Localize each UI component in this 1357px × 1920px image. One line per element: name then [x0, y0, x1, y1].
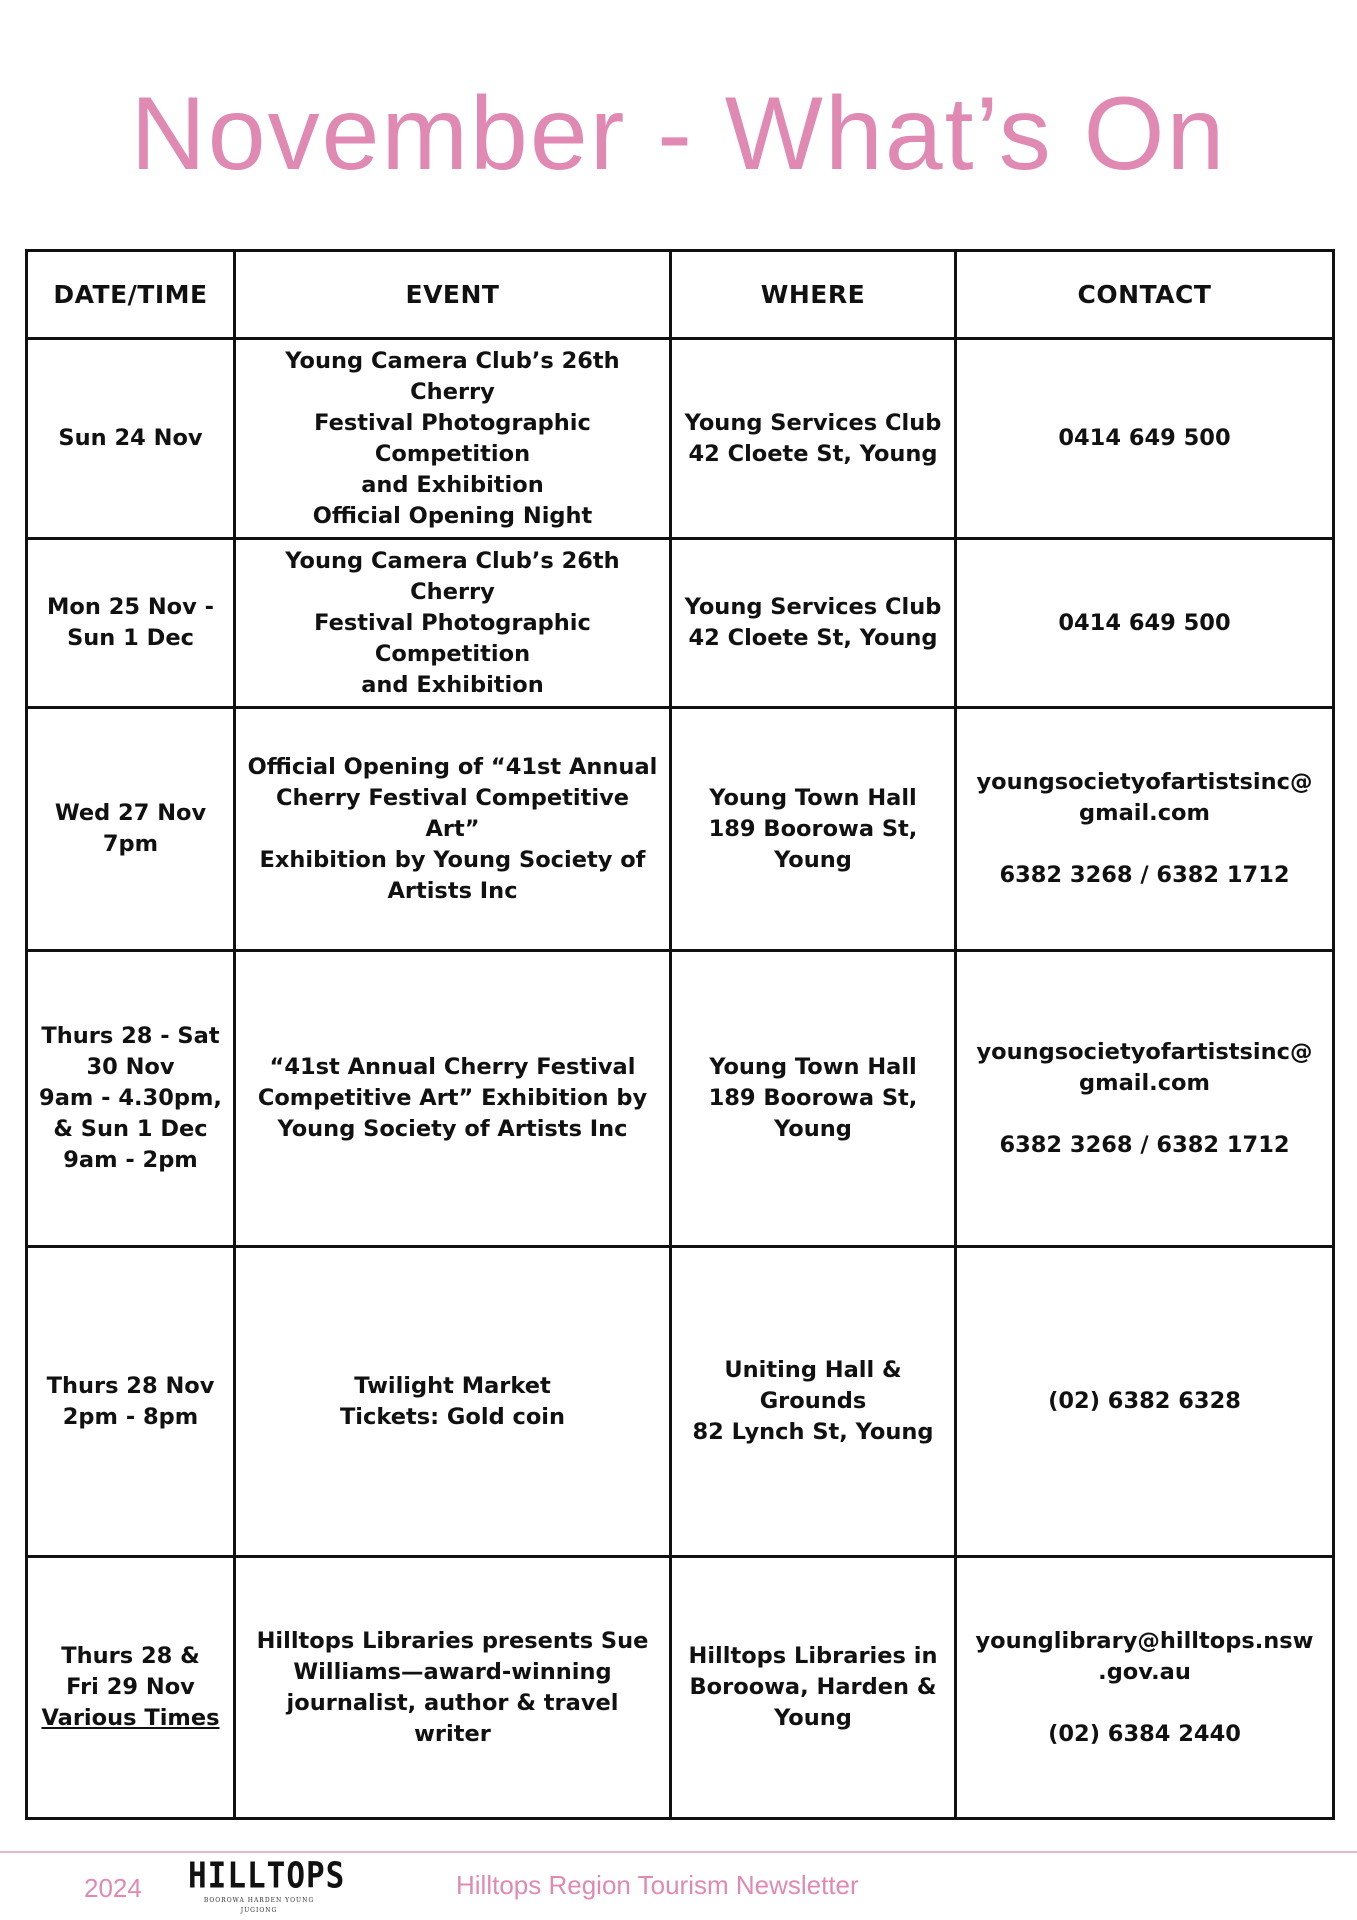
cell-date: Sun 24 Nov: [27, 339, 235, 539]
table-row: [27, 1247, 1334, 1557]
cell-contact: 0414 649 500: [956, 539, 1334, 708]
table-row: [27, 1557, 1334, 1819]
cell-date: [27, 1557, 235, 1819]
logo-towns: BOOROWA HARDEN YOUNG JUGIONG: [203, 1897, 315, 1914]
cell-where: Young Services Club 42 Cloete St, Young: [671, 539, 956, 708]
cell-where: Young Town Hall 189 Boorowa St, Young: [671, 708, 956, 951]
cell-event: Official Opening of “41st Annual Cherry Festival Competitive Art” Exhibition by Young Society of Artists Inc: [235, 708, 671, 951]
cell-date: Thurs 28 - Sat 30 Nov 9am - 4.30pm, & Sun 1 Dec 9am - 2pm: [27, 951, 235, 1247]
various-times-link[interactable]: Various Times: [41, 1705, 220, 1731]
cell-contact: youngsocietyofartistsinc@ gmail.com 6382 3268 / 6382 1712: [956, 951, 1334, 1247]
cell-date: Mon 25 Nov - Sun 1 Dec: [27, 539, 235, 708]
cell-contact: younglibrary@hilltops.nsw .gov.au (02) 6384 2440: [956, 1557, 1334, 1819]
cell-where: Young Town Hall 189 Boorowa St, Young: [671, 951, 956, 1247]
cell-contact: (02) 6382 6328: [956, 1247, 1334, 1557]
table-row: [27, 951, 1334, 1247]
table-row: [27, 539, 1334, 708]
footer-year: 2024: [84, 1873, 142, 1903]
cell-contact: 0414 649 500: [956, 339, 1334, 539]
cell-where: Young Services Club 42 Cloete St, Young: [671, 339, 956, 539]
cell-event: Hilltops Libraries presents Sue Williams—award-winning journalist, author & travel writer: [235, 1557, 671, 1819]
logo-wordmark: HILLTOPS: [188, 1855, 346, 1897]
column-header-where: WHERE: [671, 251, 956, 339]
date-text: Thurs 28 & Fri 29 Nov: [61, 1643, 200, 1700]
cell-where: Hilltops Libraries in Boroowa, Harden & Young: [671, 1557, 956, 1819]
column-header-datetime: DATE/TIME: [27, 251, 235, 339]
column-header-contact: CONTACT: [956, 251, 1334, 339]
cell-event: Young Camera Club’s 26th Cherry Festival Photographic Competition and Exhibition: [235, 539, 671, 708]
table-row: [27, 708, 1334, 951]
table-header-row: [27, 251, 1334, 339]
table-row: [27, 339, 1334, 539]
cell-contact: youngsocietyofartistsinc@ gmail.com 6382 3268 / 6382 1712: [956, 708, 1334, 951]
page-title: November - What’s On: [130, 76, 1227, 192]
events-table: [25, 249, 1335, 1820]
cell-event: Twilight Market Tickets: Gold coin: [235, 1247, 671, 1557]
hilltops-logo: [188, 1855, 346, 1914]
footer-newsletter-title: Hilltops Region Tourism Newsletter: [456, 1870, 859, 1900]
column-header-event: EVENT: [235, 251, 671, 339]
cell-event: Young Camera Club’s 26th Cherry Festival Photographic Competition and Exhibition Official Opening Night: [235, 339, 671, 539]
cell-where: Uniting Hall & Grounds 82 Lynch St, Young: [671, 1247, 956, 1557]
cell-date: Thurs 28 Nov 2pm - 8pm: [27, 1247, 235, 1557]
cell-date: Wed 27 Nov 7pm: [27, 708, 235, 951]
cell-event: “41st Annual Cherry Festival Competitive Art” Exhibition by Young Society of Artists Inc: [235, 951, 671, 1247]
